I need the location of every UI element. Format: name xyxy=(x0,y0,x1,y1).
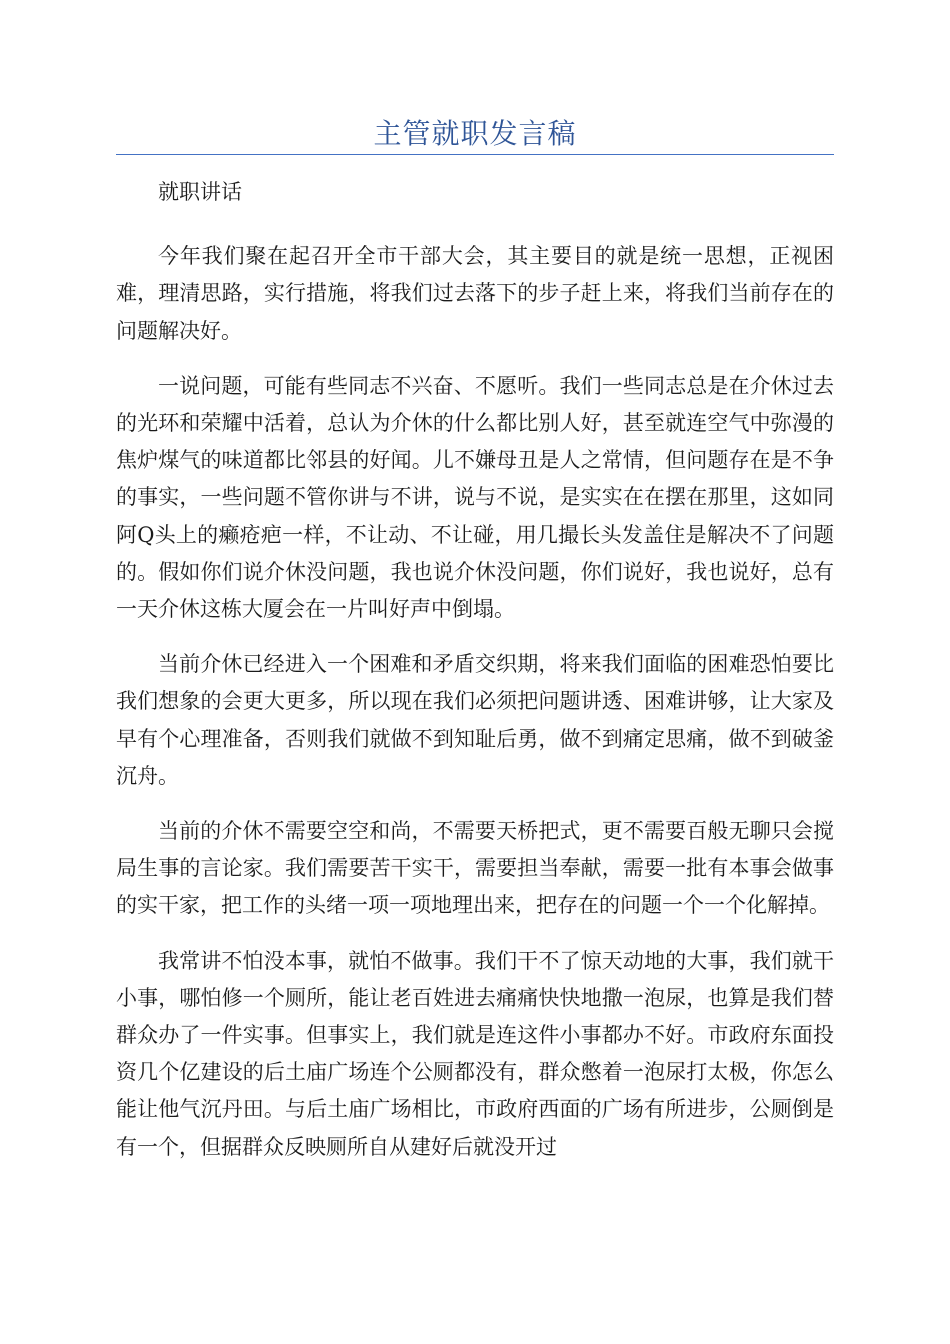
document-body xyxy=(116,174,834,1184)
section-heading: 就职讲话 xyxy=(158,180,242,204)
title-underline xyxy=(116,154,834,155)
document-title: 主管就职发言稿 xyxy=(373,117,577,150)
paragraph: 我常讲不怕没本事，就怕不做事。我们干不了惊天动地的大事，我们就干小事，哪怕修一个厕所，能让老百姓进去痛痛快快地撒一泡尿，也算是我们替群众办了一件实事。但事实上，我们就是连这件小事都办不好。市政府东面投资几个亿建设的后土庙广场连个公厕都没有，群众憋着一泡尿打太极，你怎么能让他气沉丹田。与后土庙广场相比，市政府西面的广场有所进步，公厕倒是有一个，但据群众反映厕所自从建好后就没开过 xyxy=(116,948,834,1159)
paragraph: 今年我们聚在起召开全市干部大会，其主要目的就是统一思想，正视困难，理清思路，实行措施，将我们过去落下的步子赶上来，将我们当前存在的问题解决好。 xyxy=(116,244,834,343)
paragraph: 一说问题，可能有些同志不兴奋、不愿听。我们一些同志总是在介休过去的光环和荣耀中活着，总认为介休的什么都比别人好，甚至就连空气中弥漫的焦炉煤气的味道都比邻县的好闻。儿不嫌母丑是人之常情，但问题存在是不争的事实，一些问题不管你讲与不讲，说与不说，是实实在在摆在那里，这如同阿Q头上的癞疮疤一样，不让动、不让碰，用几撮长头发盖住是解决不了问题的。假如你们说介休没问题，我也说介休没问题，你们说好，我也说好，总有一天介休这栋大厦会在一片叫好声中倒塌。 xyxy=(116,373,834,622)
paragraph: 当前介休已经进入一个困难和矛盾交织期，将来我们面临的困难恐怕要比我们想象的会更大更多，所以现在我们必须把问题讲透、困难讲够，让大家及早有个心理准备，否则我们就做不到知耻后勇，做不到痛定思痛，做不到破釜沉舟。 xyxy=(116,652,834,788)
paragraph: 当前的介休不需要空空和尚，不需要天桥把式，更不需要百般无聊只会搅局生事的言论家。我们需要苦干实干，需要担当奉献，需要一批有本事会做事的实干家，把工作的头绪一项一项地理出来，把存在的问题一个一个化解掉。 xyxy=(116,819,834,918)
